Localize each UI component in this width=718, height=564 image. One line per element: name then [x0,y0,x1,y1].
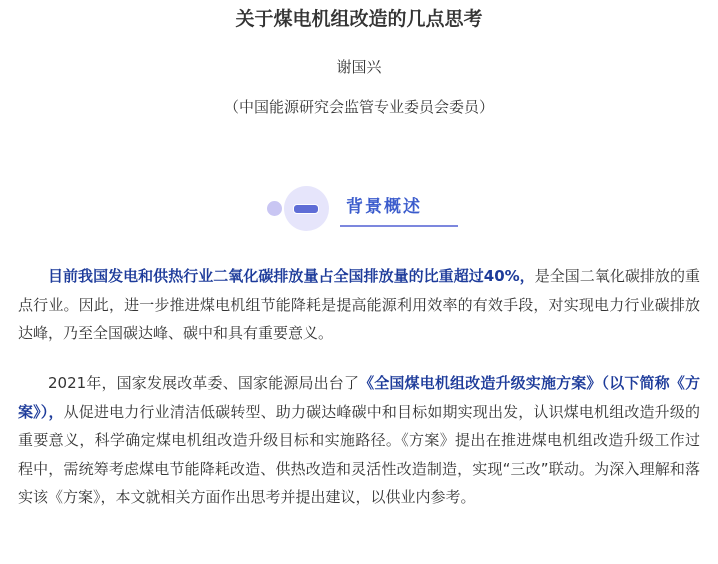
decorative-dot-icon [267,201,282,216]
paragraph-1 [18,262,700,348]
paragraph-2 [18,369,700,512]
paragraph-2-lead: 2021年，国家发展改革委、国家能源局出台了 [48,374,360,392]
author-name: 谢国兴 [336,58,382,76]
paragraph-2-highlight: 《全国煤电机组改造升级实施方案》（以下简称《方案》）， [18,374,700,421]
section-title: 背景概述 [346,197,422,217]
section-header [262,183,462,233]
paragraph-1-text: 是全国二氧化碳排放的重点行业。因此，进一步推进煤电机组节能降耗是提高能源利用效率的有效手段，对实现电力行业碳排放达峰，乃至全国碳达峰、碳中和具有重要意义。 [18,267,700,342]
author-affiliation: （中国能源研究会监管专业委员会委员） [223,98,494,116]
paragraph-1-highlight: 目前我国发电和供热行业二氧化碳排放量占全国排放量的比重超过40%， [48,267,535,285]
article-title: 关于煤电机组改造的几点思考 [235,8,483,30]
decorative-dash-icon [293,204,319,214]
section-underline [340,225,458,227]
paragraph-2-text: 从促进电力行业清洁低碳转型、助力碳达峰碳中和目标如期实现出发，认识煤电机组改造升级的重要意义，科学确定煤电机组改造升级目标和实施路径。《方案》提出在推进煤电机组改造升级工作过程中，需统筹考虑煤电节能降耗改造、供热改造和灵活性改造制造，实现“三改”联动。为深入理解和落实该《方案》，本文就相关方面作出思考并提出建议，以供业内参考。 [18,402,700,506]
